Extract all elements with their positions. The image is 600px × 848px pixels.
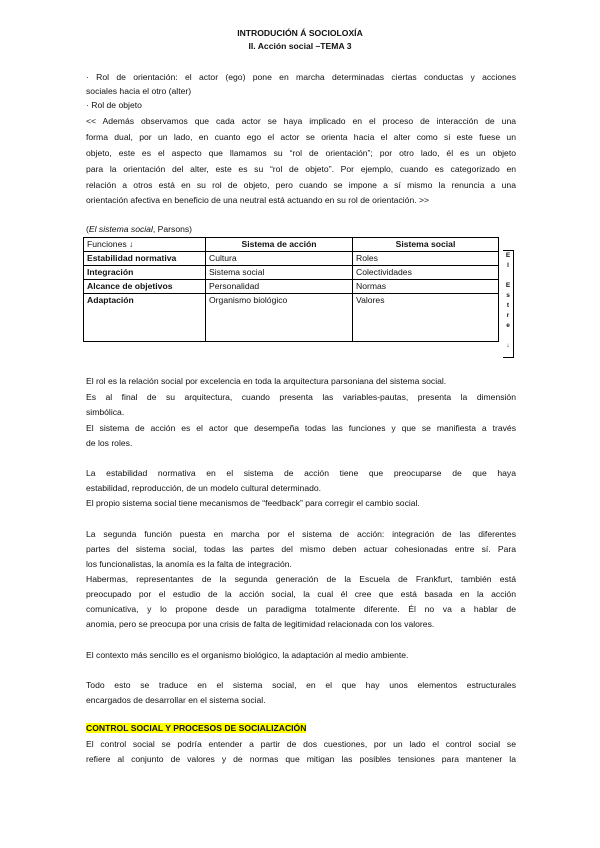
side-letter: s — [506, 292, 510, 299]
text-line: El propio sistema social tiene mecanismos de “feedback” para corregir el cambio social. — [86, 498, 420, 508]
side-letter: E — [505, 252, 511, 259]
table-cell: Personalidad — [206, 280, 353, 294]
text-line: anomia, pero se preocupa por una crisis de falta de legitimidad relacionada con los valores. — [86, 619, 435, 629]
text-line: La segunda función puesta en marcha por el sistema de acción: integración de las diferentes — [86, 529, 516, 539]
table-cell: Roles — [353, 252, 499, 266]
text-line: partes del sistema social, todas las partes del mismo deben actuar cohesionadas entre sí. Para — [86, 544, 516, 554]
table-cell: Alcance de objetivos — [84, 280, 206, 294]
text-line: simbólica. — [86, 407, 125, 417]
text-line: de los roles. — [86, 438, 133, 448]
table-row — [84, 280, 499, 294]
text-line: · Rol de objeto — [86, 100, 142, 110]
section-heading — [86, 722, 516, 734]
text-line: El rol es la relación social por excelencia en toda la arquitectura parsoniana del sistema social. — [86, 376, 447, 386]
side-letter: e — [506, 322, 510, 329]
text-line: los funcionalistas, la anomía es la falta de integración. — [86, 559, 292, 569]
text-line: refiere al conjunto de valores y de normas que mitigan las posibles tensiones para mantener la — [86, 754, 516, 764]
table-header-cell: Funciones ↓ — [84, 238, 206, 252]
text-line: forma dual, por un lado, en cuanto ego el actor se orienta hacia el alter como si este fuese un — [86, 132, 516, 142]
side-letter: t — [506, 302, 510, 309]
table-cell: Sistema social — [206, 266, 353, 280]
table-header-cell: Sistema de acción — [206, 238, 353, 252]
table-cell: Adaptación — [84, 294, 206, 342]
vertical-side-label — [503, 250, 514, 358]
text-line: El sistema de acción es el actor que desempeña todas las funciones y que se manifiesta a través — [86, 423, 516, 433]
caption-italic: El sistema social — [88, 224, 153, 234]
side-letter: r — [506, 312, 510, 319]
text-line: encargados de desarrollar en el sistema social. — [86, 695, 266, 705]
section-heading-text: CONTROL SOCIAL Y PROCESOS DE SOCIALIZACIÓN — [86, 723, 307, 733]
text-line: comunicativa, y lo propone desde un paradigma totalmente diferente. Él no va a hablar de — [86, 604, 516, 614]
text-line: El control social se podría entender a partir de dos cuestiones, por un lado el control social se — [86, 739, 516, 749]
text-line: El contexto más sencillo es el organismo biológico, la adaptación al medio ambiente. — [86, 650, 409, 660]
document-title: INTRODUCIÓN Á SOCIOLOXÍA — [237, 28, 363, 38]
text-line: Todo esto se traduce en el sistema social, en el que hay unos elementos estructurales — [86, 680, 516, 690]
text-line: para la orientación del alter, este es su “rol de objeto”. Por ejemplo, cuando es categorizado en — [86, 164, 516, 174]
text-line: relación a otros está en su rol de objeto, pero cuando se impone a sí mismo la renuncia a una — [86, 180, 516, 190]
table-header-row — [84, 238, 499, 252]
text-line: La estabilidad normativa en el sistema de acción tiene que preocuparse de que haya — [86, 468, 516, 478]
functions-table — [83, 237, 499, 342]
table-row — [84, 252, 499, 266]
caption-open: ( — [86, 224, 89, 234]
side-letter — [503, 271, 513, 281]
text-line: Habermas, representantes de la segunda generación de la Escuela de Frankfurt, también está — [86, 574, 516, 584]
table-cell: Cultura — [206, 252, 353, 266]
side-letter — [503, 331, 513, 341]
text-line: orientación afectiva en beneficio de una neutral está actuando en su rol de orientación. >> — [86, 195, 430, 205]
text-line: sociales hacia el otro (alter) — [86, 86, 192, 96]
text-line: · Rol de orientación: el actor (ego) pone en marcha determinadas ciertas conductas y acciones — [86, 72, 516, 82]
table-cell: Colectividades — [353, 266, 499, 280]
table-cell: Normas — [353, 280, 499, 294]
caption-rest: , Parsons) — [152, 224, 193, 234]
table-caption — [86, 223, 516, 235]
table-row — [84, 294, 499, 342]
side-letter: E — [505, 282, 511, 289]
text-line: << Además observamos que cada actor se haya implicado en el proceso de interacción de una — [86, 116, 516, 126]
table-cell: Estabilidad normativa — [84, 252, 206, 266]
text-line: estabilidad, reproducción, de un modelo cultural determinado. — [86, 483, 322, 493]
table-header-cell: Sistema social — [353, 238, 499, 252]
text-line: preocupado por el estudio de la acción social, la cual él cree que está basada en la acción — [86, 589, 516, 599]
side-letter: l — [507, 262, 509, 269]
table-row — [84, 266, 499, 280]
document-subtitle: II. Acción social –TEMA 3 — [248, 41, 352, 51]
side-letter: ↓ — [506, 342, 510, 349]
text-line: objeto, este es el aspecto que llamamos su “rol de orientación”; por otro lado, él es un objeto — [86, 148, 516, 158]
text-line: Es al final de su arquitectura, cuando presenta las variables-pautas, presenta la dimensión — [86, 392, 516, 402]
table-cell: Organismo biológico — [206, 294, 353, 342]
table-cell: Integración — [84, 266, 206, 280]
table-cell: Valores — [353, 294, 499, 342]
